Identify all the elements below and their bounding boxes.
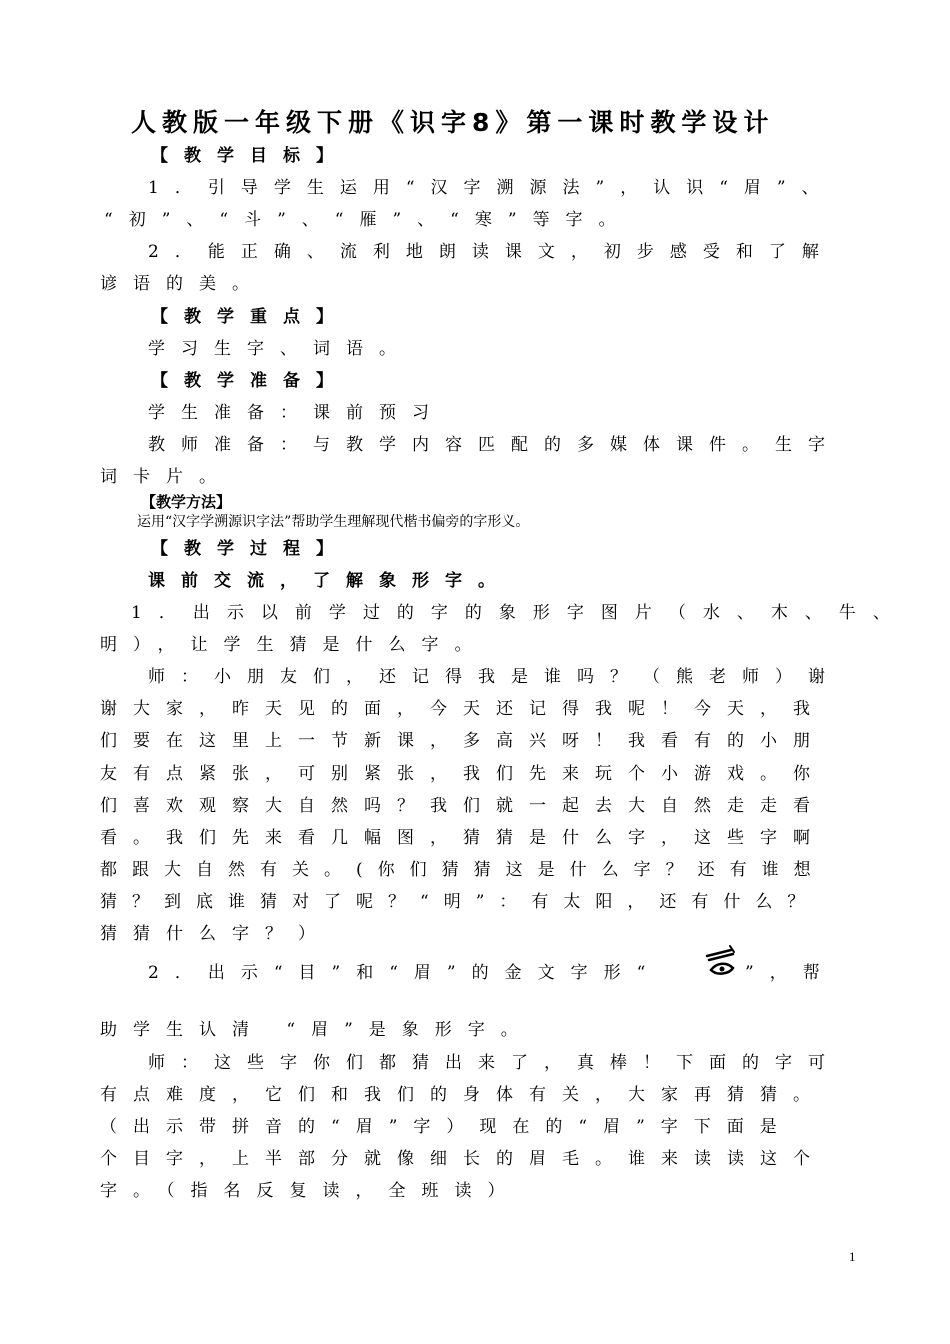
goal1-line1: 1．引导学生运用“汉字溯源法”，认识“眉”、 bbox=[148, 178, 835, 198]
goal1-line2: “初”、“斗”、“雁”、“寒”等字。 bbox=[104, 210, 632, 230]
focus-heading: 【教学重点】 bbox=[151, 307, 349, 327]
para1-line3: 们要在这里上一节新课，多高兴呀！我看有的小朋 bbox=[100, 731, 826, 751]
para1-line4: 友有点紧张，可别紧张，我们先来玩个小游戏。你 bbox=[100, 764, 826, 784]
para2-line3: （出示带拼音的“眉”字）现在的“眉”字下面是 bbox=[100, 1117, 793, 1137]
page-number: 1 bbox=[849, 1249, 856, 1264]
para2-line5: 字。（指名反复读，全班读） bbox=[100, 1181, 521, 1201]
prep-student: 学生准备：课前预习 bbox=[148, 403, 445, 423]
para1-line2: 谢大家，昨天见的面，今天还记得我呢！今天，我 bbox=[100, 699, 826, 719]
process-heading: 【教学过程】 bbox=[151, 539, 349, 559]
step1-line2: 明），让学生猜是什么字。 bbox=[100, 635, 488, 655]
para1-line9: 猜猜什么字？） bbox=[100, 924, 331, 944]
para1-line7: 都跟大自然有关。(你们猜猜这是什么字？还有谁想 bbox=[100, 860, 826, 880]
step2-line1-end: ”，帮 bbox=[745, 963, 836, 983]
prep-teacher-line1: 教师准备：与教学内容匹配的多媒体课件。生字 bbox=[148, 435, 841, 455]
prep-heading: 【教学准备】 bbox=[151, 371, 349, 391]
para2-line4: 个目字，上半部分就像细长的眉毛。谁来读读这个 bbox=[100, 1149, 826, 1169]
para2-line2: 有点难度，它们和我们的身体有关，大家再猜猜。 bbox=[100, 1085, 826, 1105]
para1-line8: 猜？到底谁猜对了呢？“明”：有太阳，还有什么？ bbox=[100, 892, 820, 912]
goals-heading: 【教学目标】 bbox=[151, 146, 349, 166]
step2-line2: 助学生认清 “眉”是象形字。 bbox=[100, 1020, 534, 1040]
method-text: 运用“汉字学溯源识字法”帮助学生理解现代楷书偏旁的字形义。 bbox=[137, 514, 530, 530]
prep-teacher-line2: 词卡片。 bbox=[100, 467, 232, 487]
document-title: 人教版一年级下册《识字8》第一课时教学设计 bbox=[131, 108, 775, 137]
method-heading: 【教学方法】 bbox=[141, 493, 232, 511]
process-subheading: 课前交流，了解象形字。 bbox=[148, 571, 511, 591]
focus-text: 学习生字、词语。 bbox=[148, 339, 412, 359]
mei-bronze-glyph-icon bbox=[703, 942, 739, 982]
para1-line1: 师：小朋友们，还记得我是谁吗？（熊老师）谢 bbox=[148, 667, 841, 687]
step2-line1: 2．出示“目”和“眉”的金文字形“ bbox=[148, 963, 662, 983]
para1-line6: 看。我们先来看几幅图，猜猜是什么字，这些字啊 bbox=[100, 828, 826, 848]
goal2-line1: 2．能正确、流利地朗读课文，初步感受和了解 bbox=[148, 242, 835, 262]
para2-line1: 师：这些字你们都猜出来了，真棒！下面的字可 bbox=[148, 1053, 841, 1073]
para1-line5: 们喜欢观察大自然吗？我们就一起去大自然走走看 bbox=[100, 796, 826, 816]
goal2-line2: 谚语的美。 bbox=[100, 274, 265, 294]
step1-line1: 1．出示以前学过的字的象形字图片（水、木、牛、 bbox=[131, 603, 907, 623]
